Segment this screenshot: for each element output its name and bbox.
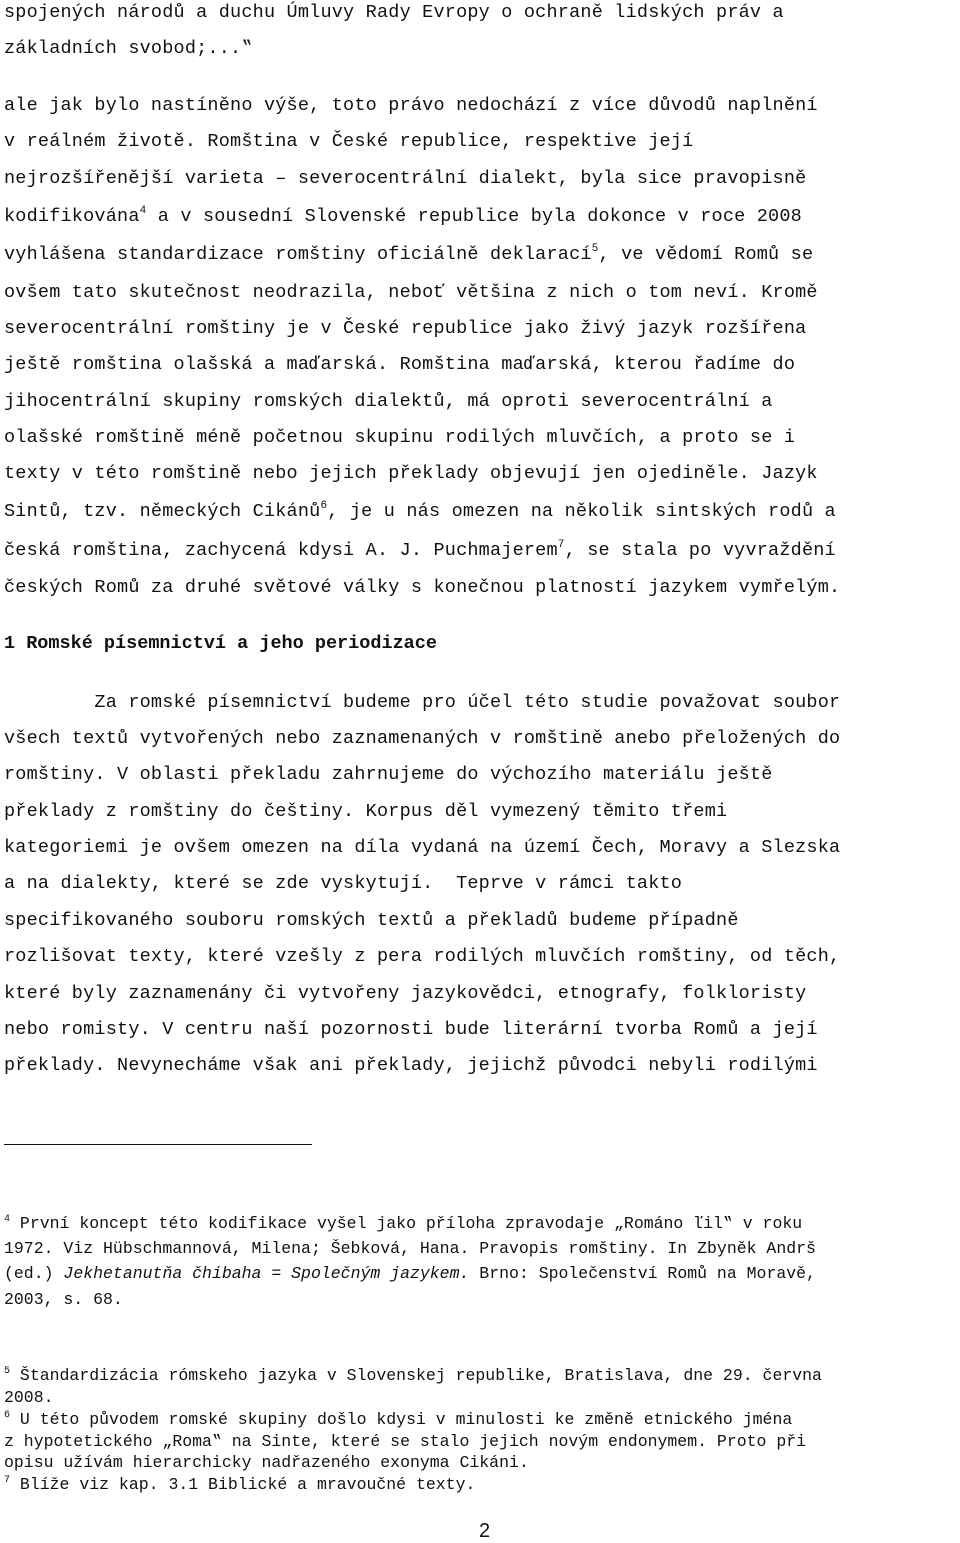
text-line: ovšem tato skutečnost neodrazila, neboť většina z nich o tom neví. Kromě xyxy=(4,282,818,303)
text-line: a na dialekty, které se zde vyskytují. Teprve v rámci takto xyxy=(4,873,683,894)
text-span: Štandardizácia rómskeho jazyka v Slovenskej republike, Bratislava, dne 29. června xyxy=(10,1366,822,1385)
text-line: českých Romů za druhé světové války s konečnou platností jazykem vymřelým. xyxy=(4,577,841,598)
footnote-line xyxy=(4,1264,816,1284)
text-line: nebo romisty. V centru naší pozornosti bude literární tvorba Romů a její xyxy=(4,1019,818,1040)
text-span: , se stala po vyvraždění xyxy=(564,540,836,561)
text-span: a v sousední Slovenské republice byla dokonce v roce 2008 xyxy=(146,206,802,227)
text-span: Blíže viz kap. 3.1 Biblické a mravoučné texty. xyxy=(10,1475,476,1494)
footnote-number: 5 xyxy=(4,1366,11,1377)
text-line: severocentrální romštiny je v České republice jako živý jazyk rozšířena xyxy=(4,318,807,339)
footnote-number: 6 xyxy=(4,1410,11,1421)
footnote-line: opisu užívám hierarchicky nadřazeného exonyma Cikáni. xyxy=(4,1453,529,1472)
footnote-line xyxy=(4,1214,802,1234)
text-span: Sintů, tzv. německých Cikánů xyxy=(4,501,321,522)
text-line: překlady z romštiny do češtiny. Korpus děl vymezený těmito třemi xyxy=(4,801,728,822)
text-span: , je u nás omezen na několik sintských rodů a xyxy=(327,501,836,522)
text-line: ale jak bylo nastíněno výše, toto právo nedochází z více důvodů naplnění xyxy=(4,95,818,116)
text-span: , ve vědomí Romů se xyxy=(598,244,814,265)
book-title: Jekhetanutňa čhibaha = Společným jazykem. xyxy=(63,1264,470,1283)
text-span: U této původem romské skupiny došlo kdysi v minulosti ke změně etnického jména xyxy=(10,1410,793,1429)
footnote-line xyxy=(4,1366,822,1386)
text-line: spojených národů a duchu Úmluvy Rady Evropy o ochraně lidských práv a xyxy=(4,2,784,23)
text-line: romštiny. V oblasti překladu zahrnujeme do výchozího materiálu ještě xyxy=(4,764,773,785)
footnote-ref-6[interactable]: 6 xyxy=(320,500,328,512)
footnote-line: z hypotetického „Roma‟ na Sinte, které se stalo jejich novým endonymem. Proto při xyxy=(4,1432,807,1451)
text-line: nejrozšířenější varieta – severocentrální dialekt, byla sice pravopisně xyxy=(4,168,807,189)
footnote-line: 2008. xyxy=(4,1388,54,1407)
footnote-ref-4[interactable]: 4 xyxy=(139,205,147,217)
text-line: které byly zaznamenány či vytvořeny jazykovědci, etnografy, folkloristy xyxy=(4,983,807,1004)
footnote-number: 7 xyxy=(4,1475,11,1486)
footnote-line: 1972. Viz Hübschmannová, Milena; Šebková, Hana. Pravopis romštiny. In Zbyněk Andrš xyxy=(4,1239,816,1258)
footnote-line xyxy=(4,1475,475,1495)
text-line: specifikovaného souboru romských textů a překladů budeme případně xyxy=(4,910,739,931)
text-span: česká romština, zachycená kdysi A. J. Puchmajerem xyxy=(4,540,558,561)
text-line: rozlišovat texty, které vzešly z pera rodilých mluvčích romštiny, od těch, xyxy=(4,946,841,967)
text-line: základních svobod;...‟ xyxy=(4,38,253,59)
page-number: 2 xyxy=(479,1520,491,1542)
text-line: ještě romština olašská a maďarská. Romština maďarská, kterou řadíme do xyxy=(4,354,796,375)
text-span: Brno: Společenství Romů na Moravě, xyxy=(469,1264,816,1283)
footnote-ref-7[interactable]: 7 xyxy=(557,539,565,551)
text-line xyxy=(4,540,836,562)
text-span: (ed.) xyxy=(4,1264,64,1283)
section-heading: 1 Romské písemnictví a jeho periodizace xyxy=(4,633,437,654)
footnote-line xyxy=(4,1410,792,1430)
text-line xyxy=(4,244,813,266)
text-line: texty v této romštině nebo jejich překlady objevují jen ojediněle. Jazyk xyxy=(4,463,818,484)
text-line xyxy=(4,501,836,523)
text-line: jihocentrální skupiny romských dialektů, má oproti severocentrální a xyxy=(4,391,773,412)
text-line: překlady. Nevynecháme však ani překlady, jejichž původci nebyli rodilými xyxy=(4,1055,818,1076)
text-line: všech textů vytvořených nebo zaznamenaných v romštině anebo přeložených do xyxy=(4,728,841,749)
text-line: Za romské písemnictví budeme pro účel této studie považovat soubor xyxy=(4,692,841,713)
footnote-ref-5[interactable]: 5 xyxy=(591,243,599,255)
footnote-separator xyxy=(4,1144,312,1145)
text-line: kategoriemi je ovšem omezen na díla vydaná na území Čech, Moravy a Slezska xyxy=(4,837,841,858)
text-span: První koncept této kodifikace vyšel jako příloha zpravodaje „Románo ľil‟ v roku xyxy=(10,1214,803,1233)
footnote-number: 4 xyxy=(4,1214,11,1225)
text-line: v reálném životě. Romština v České republice, respektive její xyxy=(4,131,694,152)
text-line xyxy=(4,206,802,228)
text-line: olašské romštině méně početnou skupinu rodilých mluvčích, a proto se i xyxy=(4,427,796,448)
text-span: kodifikována xyxy=(4,206,140,227)
text-span: vyhlášena standardizace romštiny oficiálně deklarací xyxy=(4,244,592,265)
footnote-line: 2003, s. 68. xyxy=(4,1290,123,1309)
